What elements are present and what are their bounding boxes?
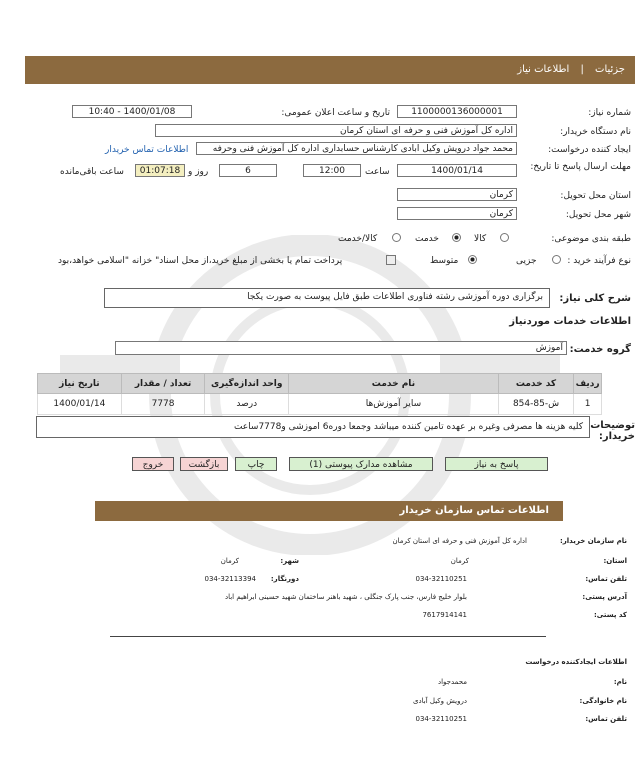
reply-button[interactable]: پاسخ به نیاز <box>445 457 548 471</box>
cell-name: سایر آموزش‌ها <box>289 394 499 415</box>
buyer-notes-field: کلیه هزینه ها مصرفی وغیره بر عهده تامین کننده میباشد وجمعا دوره6 اموزشی و7778ساعت <box>36 416 590 438</box>
col-date: تاریخ نیاز <box>38 374 122 394</box>
contact-city: کرمان <box>220 557 239 565</box>
creator-phone-label: تلفن تماس: <box>585 715 627 723</box>
col-qty: تعداد / مقدار <box>121 374 205 394</box>
contact-divider <box>110 636 546 637</box>
time-label: ساعت <box>365 167 390 177</box>
remaining-timer: 01:07:18 <box>135 164 185 177</box>
service-group-field: آموزش <box>115 341 567 355</box>
contact-address-label: آدرس پستی: <box>582 593 627 601</box>
city-label: شهر محل تحویل: <box>565 210 631 220</box>
cell-unit: درصد <box>205 394 289 415</box>
process-radio-minor[interactable] <box>552 255 561 264</box>
buyer-notes-label: توضیحات خریدار: <box>590 420 635 442</box>
remaining-label: ساعت باقی‌مانده <box>60 167 124 177</box>
table-row <box>38 394 602 415</box>
col-unit: واحد اندازه‌گیری <box>205 374 289 394</box>
services-table <box>37 373 602 415</box>
buyer-contact-link[interactable]: اطلاعات تماس خریدار <box>105 145 189 155</box>
payment-note: پرداخت تمام یا بخشی از مبلغ خرید،از محل اسناد" خزانه "اسلامی خواهد،بود <box>58 256 343 266</box>
breadcrumb-details[interactable]: جزئیات <box>595 64 625 75</box>
creator-family: درویش وکیل آبادی <box>413 697 467 705</box>
breadcrumb: جزئیات | اطلاعات نیاز <box>517 64 625 75</box>
print-button[interactable]: چاپ <box>235 457 277 471</box>
creator-name-label: نام: <box>613 678 627 686</box>
contact-postal-label: کد پستی: <box>593 611 627 619</box>
need-number-field: 1100000136000001 <box>397 105 517 118</box>
contact-city-label: شهر: <box>280 557 299 565</box>
cell-date: 1400/01/14 <box>38 394 122 415</box>
contact-header-title: اطلاعات تماس سازمان خریدار <box>399 505 549 516</box>
creator-family-label: نام خانوادگی: <box>579 697 627 705</box>
process-option-medium: متوسط <box>430 256 459 266</box>
category-label: طبقه بندی موضوعی: <box>551 234 631 244</box>
deadline-date-field: 1400/01/14 <box>397 164 517 177</box>
days-label: روز و <box>188 167 209 177</box>
category-option-goods-service: کالا/خدمت <box>338 234 378 244</box>
page-header <box>25 56 635 84</box>
services-section-title: اطلاعات خدمات موردنیاز <box>509 316 631 327</box>
payment-checkbox[interactable] <box>386 255 396 265</box>
contact-phone-label: تلفن تماس: <box>585 575 627 583</box>
contact-province-label: استان: <box>603 557 627 565</box>
announce-label: تاریخ و ساعت اعلان عمومی: <box>281 108 390 118</box>
buyer-org-field: اداره کل آموزش فنی و حرفه ای استان کرمان <box>155 124 517 137</box>
exit-button[interactable]: خروج <box>132 457 174 471</box>
cell-index: 1 <box>574 394 602 415</box>
cell-code: ش-85-854 <box>498 394 573 415</box>
city-field: کرمان <box>397 207 517 220</box>
cell-qty: 7778 <box>121 394 205 415</box>
contact-org-label: نام سازمان خریدار: <box>559 537 627 545</box>
province-label: استان محل تحویل: <box>560 191 631 201</box>
table-header-row <box>38 374 602 394</box>
contact-address: بلوار خلیج فارس، جنب پارک جنگلی ، شهید باهنر ساختمان شهید حسینی ابراهیم اباد <box>224 593 467 601</box>
breadcrumb-need-info[interactable]: اطلاعات نیاز <box>517 64 570 75</box>
deadline-label: مهلت ارسال پاسخ تا تاریخ: <box>530 162 631 172</box>
contact-postal: 7617914141 <box>422 611 467 619</box>
deadline-time-field: 12:00 <box>303 164 361 177</box>
creator-label: ایجاد کننده درخواست: <box>548 145 631 155</box>
days-field: 6 <box>219 164 277 177</box>
service-group-label: گروه خدمت: <box>569 344 631 355</box>
description-label: شرح کلی نیاز: <box>559 293 631 304</box>
category-option-goods: کالا <box>474 234 487 244</box>
process-option-minor: جزیی <box>516 256 537 266</box>
category-radio-goods[interactable] <box>500 233 509 242</box>
creator-info-header: اطلاعات ایجادکننده درخواست <box>525 658 627 666</box>
contact-org: اداره کل آموزش فنی و حرفه ای استان کرمان <box>392 537 527 545</box>
announce-datetime-field: 1400/01/08 - 10:40 <box>72 105 192 118</box>
creator-phone: 034-32110251 <box>415 715 467 723</box>
creator-field: محمد جواد درویش وکیل ابادی کارشناس حسابداری اداره کل آموزش فنی وحرفه <box>196 142 517 155</box>
contact-fax: 034-32113394 <box>204 575 256 583</box>
contact-phone: 034-32110251 <box>415 575 467 583</box>
attachments-button[interactable]: مشاهده مدارک پیوستی (1) <box>289 457 433 471</box>
category-radio-goods-service[interactable] <box>392 233 401 242</box>
contact-fax-label: دورنگار: <box>270 575 299 583</box>
back-button[interactable]: بازگشت <box>180 457 228 471</box>
category-option-service: خدمت <box>415 234 439 244</box>
need-number-label: شماره نیاز: <box>588 108 631 118</box>
contact-header <box>95 501 563 521</box>
province-field: کرمان <box>397 188 517 201</box>
col-code: کد خدمت <box>498 374 573 394</box>
col-name: نام خدمت <box>289 374 499 394</box>
col-index: ردیف <box>574 374 602 394</box>
buyer-org-label: نام دستگاه خریدار: <box>560 127 631 137</box>
creator-name: محمدجواد <box>438 678 467 686</box>
process-label: نوع فرآیند خرید : <box>567 256 631 266</box>
description-field: برگزاری دوره آموزشی رشته فناوری اطلاعات طبق فایل پیوست به صورت یکجا <box>104 288 550 308</box>
contact-province: کرمان <box>450 557 469 565</box>
process-radio-medium[interactable] <box>468 255 477 264</box>
category-radio-service[interactable] <box>452 233 461 242</box>
